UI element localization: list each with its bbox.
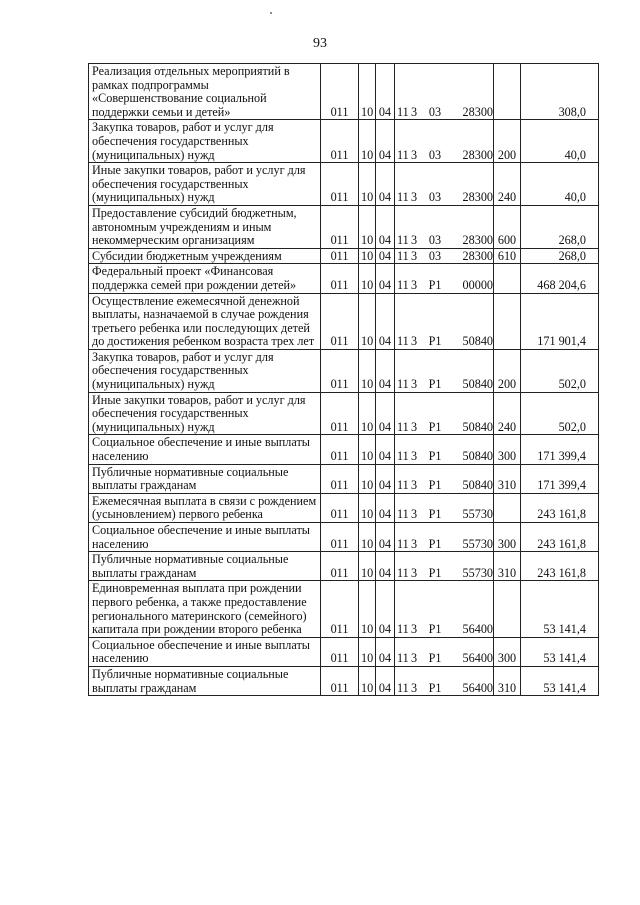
row-subsection-code: 04 (376, 464, 395, 493)
row-gr-code: 011 (321, 464, 359, 493)
row-subsection-code: 04 (376, 205, 395, 248)
table-row (89, 464, 599, 493)
table-row (89, 205, 599, 248)
row-gr-code: 011 (321, 349, 359, 392)
row-expense-type: 240 (494, 163, 521, 206)
table-row (89, 264, 599, 293)
table-row (89, 552, 599, 581)
row-subsection-code: 04 (376, 64, 395, 120)
table-row (89, 435, 599, 464)
row-expense-type: 310 (494, 666, 521, 695)
table-row (89, 392, 599, 435)
target-article-program: 11 (397, 651, 409, 666)
row-gr-code: 011 (321, 293, 359, 349)
table-row (89, 666, 599, 695)
row-name: Социальное обеспечение и иные выплаты населению (89, 435, 321, 464)
row-amount: 268,0 (521, 248, 599, 264)
table-body (89, 64, 599, 696)
row-name: Осуществление ежемесячной денежной выплаты, назначаемой в случае рождения третьего ребенка или последующих детей до достижения ребенком возраста трех лет (89, 293, 321, 349)
row-subsection-code: 04 (376, 163, 395, 206)
row-expense-type: 300 (494, 637, 521, 666)
row-section-code: 10 (359, 581, 376, 637)
row-name: Субсидии бюджетным учреждениям (89, 248, 321, 264)
row-subsection-code: 04 (376, 552, 395, 581)
page-number: 93 (313, 36, 327, 51)
target-article-program: 11 (397, 248, 409, 263)
target-article-event: P1 (428, 419, 442, 434)
target-article-program: 11 (397, 377, 409, 392)
row-subsection-code: 04 (376, 435, 395, 464)
target-article-subprogram: 3 (410, 190, 418, 205)
target-article-program: 11 (397, 478, 409, 493)
row-section-code: 10 (359, 552, 376, 581)
row-section-code: 10 (359, 248, 376, 264)
row-amount: 171 399,4 (521, 464, 599, 493)
row-gr-code: 011 (321, 205, 359, 248)
row-name: Иные закупки товаров, работ и услуг для обеспечения государственных (муниципальных) нужд (89, 392, 321, 435)
row-target-article (395, 523, 494, 552)
row-subsection-code: 04 (376, 248, 395, 264)
row-name: Социальное обеспечение и иные выплаты населению (89, 637, 321, 666)
row-gr-code: 011 (321, 248, 359, 264)
target-article-event: 03 (428, 233, 442, 248)
target-article-program: 11 (397, 277, 409, 292)
table-row (89, 120, 599, 163)
target-article-direction: 00000 (462, 277, 493, 292)
target-article-event: P1 (428, 449, 442, 464)
row-target-article (395, 64, 494, 120)
row-gr-code: 011 (321, 552, 359, 581)
row-section-code: 10 (359, 392, 376, 435)
row-name: Закупка товаров, работ и услуг для обеспечения государственных (муниципальных) нужд (89, 120, 321, 163)
target-article-event: 03 (428, 190, 442, 205)
row-subsection-code: 04 (376, 264, 395, 293)
row-section-code: 10 (359, 64, 376, 120)
row-target-article (395, 264, 494, 293)
target-article-direction: 28300 (462, 190, 493, 205)
target-article-program: 11 (397, 190, 409, 205)
row-expense-type: 200 (494, 349, 521, 392)
target-article-direction: 55730 (462, 565, 493, 580)
target-article-direction: 55730 (462, 536, 493, 551)
row-subsection-code: 04 (376, 666, 395, 695)
target-article-program: 11 (397, 622, 409, 637)
target-article-event: P1 (428, 565, 442, 580)
target-article-program: 11 (397, 147, 409, 162)
target-article-event: P1 (428, 680, 442, 695)
row-expense-type: 310 (494, 464, 521, 493)
target-article-event: P1 (428, 277, 442, 292)
row-amount: 502,0 (521, 392, 599, 435)
row-target-article (395, 666, 494, 695)
table-row (89, 64, 599, 120)
row-section-code: 10 (359, 637, 376, 666)
target-article-program: 11 (397, 536, 409, 551)
row-target-article (395, 637, 494, 666)
row-section-code: 10 (359, 120, 376, 163)
target-article-event: P1 (428, 507, 442, 522)
row-name: Публичные нормативные социальные выплаты гражданам (89, 552, 321, 581)
target-article-subprogram: 3 (410, 478, 418, 493)
target-article-direction: 56400 (462, 680, 493, 695)
row-name: Социальное обеспечение и иные выплаты населению (89, 523, 321, 552)
row-amount: 40,0 (521, 120, 599, 163)
target-article-program: 11 (397, 449, 409, 464)
row-subsection-code: 04 (376, 120, 395, 163)
row-target-article (395, 392, 494, 435)
target-article-program: 11 (397, 233, 409, 248)
row-expense-type: 310 (494, 552, 521, 581)
row-expense-type: 600 (494, 205, 521, 248)
row-amount: 171 399,4 (521, 435, 599, 464)
row-gr-code: 011 (321, 637, 359, 666)
row-gr-code: 011 (321, 120, 359, 163)
target-article-direction: 28300 (462, 147, 493, 162)
row-name: Иные закупки товаров, работ и услуг для обеспечения государственных (муниципальных) нужд (89, 163, 321, 206)
row-section-code: 10 (359, 293, 376, 349)
target-article-subprogram: 3 (410, 233, 418, 248)
row-section-code: 10 (359, 666, 376, 695)
row-subsection-code: 04 (376, 523, 395, 552)
table-row (89, 637, 599, 666)
row-expense-type: 300 (494, 435, 521, 464)
row-gr-code: 011 (321, 392, 359, 435)
target-article-subprogram: 3 (410, 104, 418, 119)
row-amount: 53 141,4 (521, 637, 599, 666)
row-section-code: 10 (359, 205, 376, 248)
target-article-program: 11 (397, 334, 409, 349)
target-article-event: 03 (428, 147, 442, 162)
row-target-article (395, 205, 494, 248)
row-amount: 243 161,8 (521, 552, 599, 581)
row-target-article (395, 552, 494, 581)
row-section-code: 10 (359, 464, 376, 493)
target-article-event: P1 (428, 536, 442, 551)
row-target-article (395, 581, 494, 637)
scan-speck (270, 12, 272, 14)
row-subsection-code: 04 (376, 392, 395, 435)
table-row (89, 493, 599, 522)
target-article-event: P1 (428, 377, 442, 392)
target-article-subprogram: 3 (410, 419, 418, 434)
row-amount: 40,0 (521, 163, 599, 206)
target-article-direction: 56400 (462, 622, 493, 637)
target-article-direction: 50840 (462, 377, 493, 392)
target-article-event: P1 (428, 622, 442, 637)
table-row (89, 293, 599, 349)
row-name: Публичные нормативные социальные выплаты гражданам (89, 666, 321, 695)
row-section-code: 10 (359, 163, 376, 206)
row-gr-code: 011 (321, 163, 359, 206)
target-article-direction: 50840 (462, 478, 493, 493)
row-amount: 53 141,4 (521, 666, 599, 695)
target-article-subprogram: 3 (410, 565, 418, 580)
target-article-subprogram: 3 (410, 248, 418, 263)
target-article-direction: 28300 (462, 233, 493, 248)
row-amount: 308,0 (521, 64, 599, 120)
row-name: Единовременная выплата при рождении первого ребенка, а также предоставление регионального материнского (семейного) капитала при рождении второго ребенка (89, 581, 321, 637)
target-article-subprogram: 3 (410, 334, 418, 349)
target-article-program: 11 (397, 680, 409, 695)
row-amount: 468 204,6 (521, 264, 599, 293)
table-row (89, 523, 599, 552)
row-expense-type (494, 293, 521, 349)
row-expense-type: 610 (494, 248, 521, 264)
table-row (89, 163, 599, 206)
table-row (89, 581, 599, 637)
target-article-subprogram: 3 (410, 449, 418, 464)
row-expense-type: 200 (494, 120, 521, 163)
row-expense-type: 300 (494, 523, 521, 552)
row-target-article (395, 163, 494, 206)
row-target-article (395, 493, 494, 522)
target-article-subprogram: 3 (410, 680, 418, 695)
row-amount: 53 141,4 (521, 581, 599, 637)
target-article-subprogram: 3 (410, 277, 418, 292)
target-article-program: 11 (397, 104, 409, 119)
row-subsection-code: 04 (376, 637, 395, 666)
row-section-code: 10 (359, 493, 376, 522)
row-amount: 243 161,8 (521, 493, 599, 522)
target-article-direction: 50840 (462, 334, 493, 349)
row-target-article (395, 248, 494, 264)
row-section-code: 10 (359, 523, 376, 552)
row-target-article (395, 435, 494, 464)
target-article-subprogram: 3 (410, 651, 418, 666)
target-article-subprogram: 3 (410, 507, 418, 522)
row-amount: 502,0 (521, 349, 599, 392)
target-article-event: 03 (428, 104, 442, 119)
target-article-subprogram: 3 (410, 536, 418, 551)
row-expense-type: 240 (494, 392, 521, 435)
row-name: Реализация отдельных мероприятий в рамках подпрограммы «Совершенствование социальной поддержки семьи и детей» (89, 64, 321, 120)
row-name: Предоставление субсидий бюджетным, автономным учреждениям и иным некоммерческим организациям (89, 205, 321, 248)
row-gr-code: 011 (321, 64, 359, 120)
target-article-direction: 50840 (462, 449, 493, 464)
row-target-article (395, 349, 494, 392)
row-amount: 268,0 (521, 205, 599, 248)
row-gr-code: 011 (321, 264, 359, 293)
target-article-direction: 56400 (462, 651, 493, 666)
target-article-event: P1 (428, 334, 442, 349)
row-gr-code: 011 (321, 666, 359, 695)
target-article-program: 11 (397, 565, 409, 580)
row-gr-code: 011 (321, 435, 359, 464)
budget-table (88, 63, 599, 696)
row-target-article (395, 293, 494, 349)
row-amount: 171 901,4 (521, 293, 599, 349)
target-article-program: 11 (397, 419, 409, 434)
row-name: Федеральный проект «Финансовая поддержка семей при рождении детей» (89, 264, 321, 293)
row-target-article (395, 464, 494, 493)
row-subsection-code: 04 (376, 349, 395, 392)
target-article-direction: 28300 (462, 104, 493, 119)
target-article-direction: 50840 (462, 419, 493, 434)
row-name: Ежемесячная выплата в связи с рождением (усыновлением) первого ребенка (89, 493, 321, 522)
target-article-direction: 55730 (462, 507, 493, 522)
row-gr-code: 011 (321, 493, 359, 522)
target-article-direction: 28300 (462, 248, 493, 263)
row-gr-code: 011 (321, 523, 359, 552)
target-article-subprogram: 3 (410, 377, 418, 392)
row-name: Публичные нормативные социальные выплаты гражданам (89, 464, 321, 493)
table-row (89, 248, 599, 264)
row-section-code: 10 (359, 435, 376, 464)
target-article-program: 11 (397, 507, 409, 522)
row-name: Закупка товаров, работ и услуг для обеспечения государственных (муниципальных) нужд (89, 349, 321, 392)
row-gr-code: 011 (321, 581, 359, 637)
table-row (89, 349, 599, 392)
row-expense-type (494, 493, 521, 522)
row-section-code: 10 (359, 349, 376, 392)
row-subsection-code: 04 (376, 493, 395, 522)
target-article-subprogram: 3 (410, 147, 418, 162)
target-article-event: P1 (428, 651, 442, 666)
target-article-subprogram: 3 (410, 622, 418, 637)
row-target-article (395, 120, 494, 163)
row-amount: 243 161,8 (521, 523, 599, 552)
row-section-code: 10 (359, 264, 376, 293)
row-subsection-code: 04 (376, 581, 395, 637)
target-article-event: 03 (428, 248, 442, 263)
target-article-event: P1 (428, 478, 442, 493)
row-expense-type (494, 264, 521, 293)
row-subsection-code: 04 (376, 293, 395, 349)
row-expense-type (494, 581, 521, 637)
row-expense-type (494, 64, 521, 120)
